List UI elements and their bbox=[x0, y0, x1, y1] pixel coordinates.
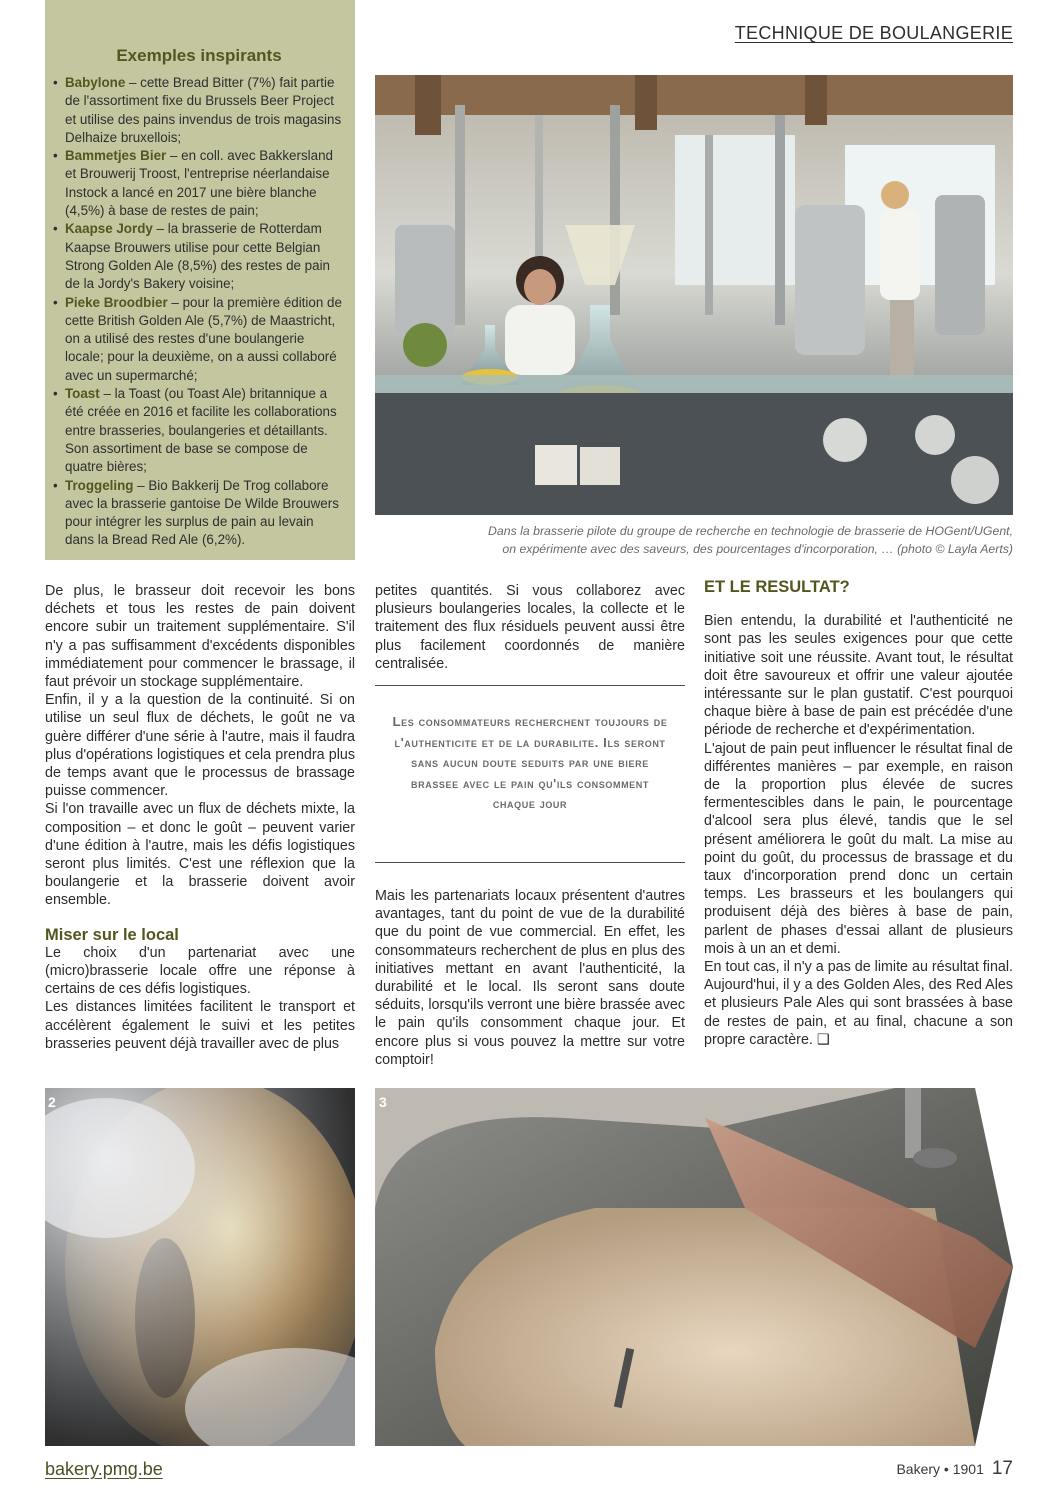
column-3 bbox=[704, 578, 1013, 1049]
example-text: – en coll. avec Bakkersland et Brouwerij Troost, l'entreprise néerlandaise Instock a lancé en 2017 une bière blanche (4,5%) à base de restes de pain; bbox=[65, 148, 333, 219]
column-2-bottom bbox=[375, 887, 685, 1069]
section-header: TECHNIQUE DE BOULANGERIE bbox=[734, 23, 1013, 43]
column-2-top bbox=[375, 582, 685, 673]
list-item bbox=[53, 147, 345, 220]
example-name: Troggeling bbox=[65, 477, 134, 493]
sidebar-examples bbox=[45, 0, 355, 560]
example-name: Toast bbox=[65, 386, 100, 402]
example-name: Pieke Broodbier bbox=[65, 294, 168, 310]
paragraph: Les distances limitées facilitent le transport et accélèrent également le suivi et les petites brasseries peuvent déjà travailler avec de plus bbox=[45, 999, 355, 1052]
caption-line: on expérimente avec des saveurs, des pourcentages d'incorporation, … (photo © Layla Aerts) bbox=[502, 542, 1013, 556]
example-name: Babylone bbox=[65, 75, 126, 90]
example-text: – pour la première édition de cette British Golden Ale (5,7%) de Maastricht, on a utilisé des restes d'une boulangerie locale; pour la deuxième, on a aussi collaboré avec un supermarché; bbox=[65, 294, 342, 383]
page-footer bbox=[896, 1458, 1013, 1480]
steaming-mash-photo bbox=[45, 1088, 355, 1446]
pull-quote: Les consommateurs recherchent toujours de l'authenticite et de la durabilite. Ils seront sans aucun doute seduits par une biere brassee avec le pain qu'ils consomment chaque jour bbox=[392, 714, 668, 811]
website-link[interactable]: bakery.pmg.be bbox=[45, 1459, 163, 1479]
brew-kettle-photo bbox=[375, 1088, 1013, 1446]
paragraph: Enfin, il y a la question de la continuité. Si on utilise un seul flux de déchets, le goût ne va guère différer d'une série à l'autre, mais il faudra plus d'opérations logistiques et cela prendra plus de temps avant que le processus de brassage puisse commencer. bbox=[45, 692, 355, 800]
column-1 bbox=[45, 582, 355, 1053]
photo-number: 2 bbox=[48, 1094, 56, 1110]
list-item bbox=[53, 294, 345, 385]
list-item bbox=[53, 477, 345, 550]
example-text: – Bio Bakkerij De Trog collabore avec la brasserie gantoise De Wilde Brouwers pour intégrer les surplus de pain au levain dans la Bread Red Ale (6,2%). bbox=[65, 477, 339, 548]
paragraph: Si l'on travaille avec un flux de déchets mixte, la composition – et donc le goût – peuvent varier d'une édition à l'autre, mais les défis logistiques seront plus limités. C'est une réflexion que la boulangerie et la brasserie doivent avoir ensemble. bbox=[45, 801, 355, 909]
list-item bbox=[53, 385, 345, 476]
examples-list bbox=[53, 74, 345, 550]
paragraph bbox=[704, 958, 1013, 1049]
paragraph: Mais les partenariats locaux présentent d'autres avantages, tant du point de vue de la durabilité que du point de vue commercial. En effet, les consommateurs recherchent de plus en plus des initiatives mettant en avant l'authenticité, la durabilité et le local. Ils seront sans doute séduits, lorsqu'ils verront une bière brassée avec le pain qu'ils consomment chaque jour. Et encore plus si vous pouvez la mettre sur votre comptoir! bbox=[375, 888, 685, 1068]
page-number: 17 bbox=[991, 1458, 1013, 1479]
sidebar-title: Exemples inspirants bbox=[116, 46, 282, 65]
subheading: Miser sur le local bbox=[45, 925, 179, 944]
brewery-lab-photo bbox=[375, 75, 1013, 515]
paragraph: Bien entendu, la durabilité et l'authenticité ne sont pas les seules exigences pour que cette initiative soit une réussite. Avant tout, le résultat doit être savoureux et offrir une valeur ajoutée intéressante sur le plan gustatif. C'est pourquoi chaque bière à base de pain est précédée d'une période de recherche et d'expérimentation. bbox=[704, 613, 1013, 739]
list-item bbox=[53, 74, 345, 147]
paragraph: petites quantités. Si vous collaborez avec plusieurs boulangeries locales, la collecte et le traitement des flux résiduels peuvent aussi être plus facilement coordonnés de manière centralisée. bbox=[375, 583, 685, 672]
paragraph: De plus, le brasseur doit recevoir les bons déchets et tous les restes de pain doivent encore subir un traitement supplémentaire. S'il n'y a pas suffisamment d'excédents disponibles immédiatement pour commencer le brassage, il faut prévoir un stockage supplémentaire. bbox=[45, 583, 355, 691]
list-item bbox=[53, 220, 345, 293]
example-text: – la Toast (ou Toast Ale) britannique a été créée en 2016 et facilite les collaborations entre brasseries, boulangeries et détaillants. Son assortiment de base se compose de quatre bières; bbox=[65, 386, 337, 475]
paragraph-text: En tout cas, il n'y a pas de limite au résultat final. Aujourd'hui, il y a des Golden Ales, des Red Ales et plusieurs Pale Ales qui sont brassées à base de restes de pain, et au final, chacune a son propre caractère. bbox=[704, 959, 1013, 1048]
end-mark: ❑ bbox=[816, 1031, 830, 1048]
paragraph: L'ajout de pain peut influencer le résultat final de différentes manières – par exemple, en raison de la proportion plus élevée de sucres fermentescibles dans le pain, le pourcentage d'alcool sera plus élevé, tandis que le sel présent améliorera le goût du malt. La mise au point du goût, du processus de brassage et du taux d'incorporation prend donc un certain temps. Les brasseurs et les boulangers qui produisent déjà des bières à base de pain, parlent de phases d'essai allant de plusieurs mois à un an et demi. bbox=[704, 740, 1013, 957]
magazine-issue: Bakery • 1901 bbox=[896, 1461, 984, 1477]
example-name: Kaapse Jordy bbox=[65, 221, 153, 237]
example-text: – cette Bread Bitter (7%) fait partie de l'assortiment fixe du Brussels Beer Project et utilise des pains invendus de trois magasins Delhaize bruxellois; bbox=[65, 75, 342, 145]
example-text: – la brasserie de Rotterdam Kaapse Brouwers utilise pour cette Belgian Strong Golden Ale (8,5%) des restes de pain de la Jordy's Bakery voisine; bbox=[65, 221, 330, 292]
caption-line: Dans la brasserie pilote du groupe de recherche en technologie de brasserie de HOGent/UGent, bbox=[488, 524, 1013, 538]
divider bbox=[375, 862, 685, 863]
photo-number: 3 bbox=[379, 1094, 387, 1110]
divider bbox=[375, 685, 685, 686]
example-name: Bammetjes Bier bbox=[65, 148, 167, 164]
paragraph: Le choix d'un partenariat avec une (micro)brasserie locale offre une réponse à certains de ces défis logistiques. bbox=[45, 944, 355, 998]
subheading: ET LE RESULTAT? bbox=[704, 578, 850, 596]
photo-caption bbox=[375, 522, 1013, 558]
